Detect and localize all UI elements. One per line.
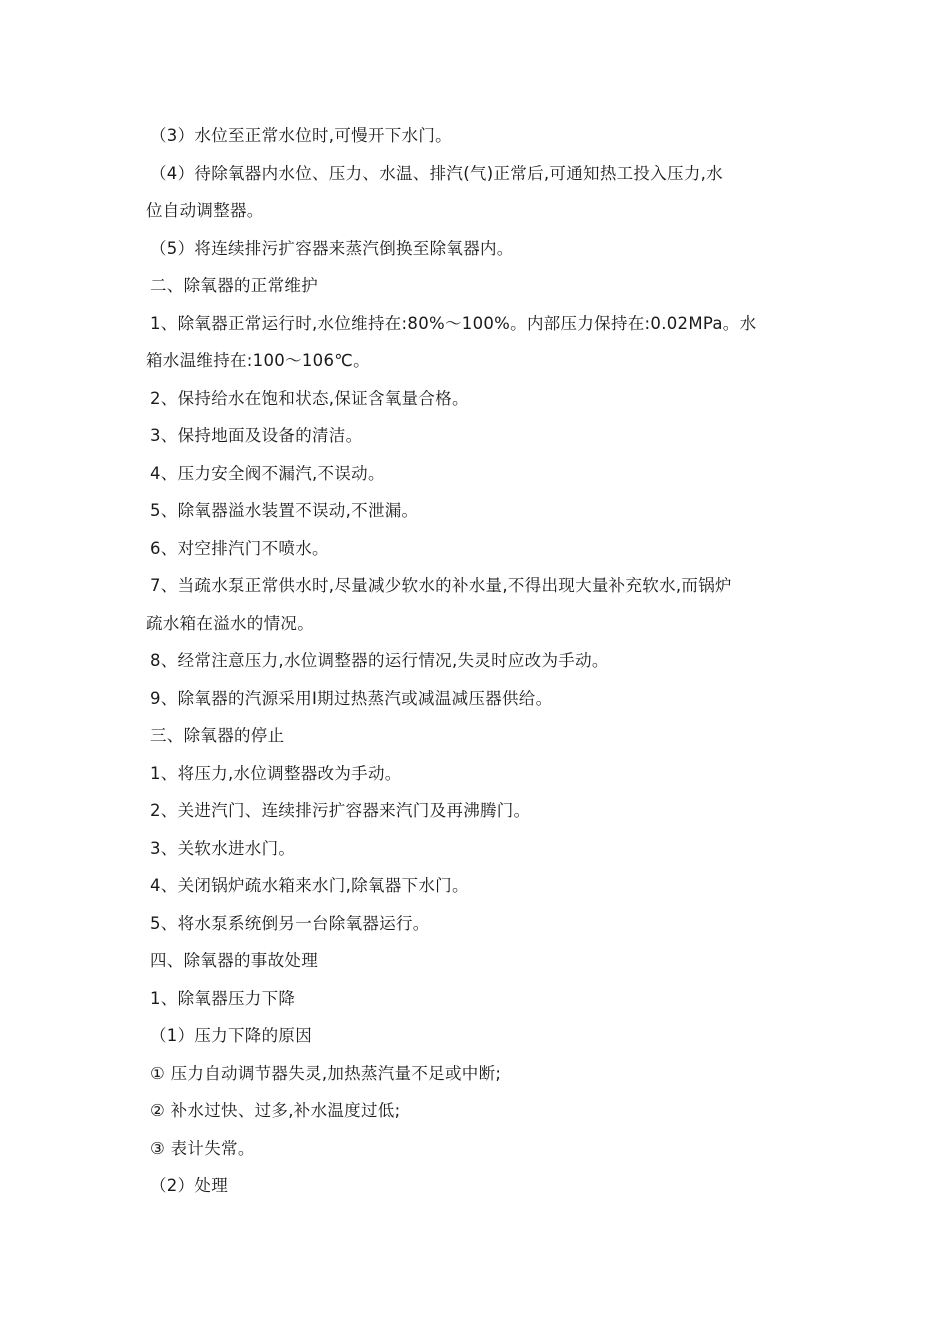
paragraph-line: 2、关进汽门、连续排污扩容器来汽门及再沸腾门。 [150, 801, 531, 820]
paragraph-line: （3）水位至正常水位时,可慢开下水门。 [150, 126, 452, 145]
paragraph-line: 7、当疏水泵正常供水时,尽量减少软水的补水量,不得出现大量补充软水,而锅炉 [150, 576, 732, 595]
paragraph-line: 4、关闭锅炉疏水箱来水门,除氧器下水门。 [150, 876, 469, 895]
paragraph-line: 9、除氧器的汽源采用Ⅰ期过热蒸汽或减温减压器供给。 [150, 688, 553, 708]
paragraph-line: 8、经常注意压力,水位调整器的运行情况,失灵时应改为手动。 [150, 651, 609, 670]
paragraph-line: （1）压力下降的原因 [150, 1026, 312, 1045]
list-item: ② 补水过快、过多,补水温度过低; [150, 1101, 401, 1120]
paragraph-line: 位自动调整器。 [146, 201, 264, 220]
paragraph-line: 1、除氧器正常运行时,水位维持在:80%～100%。内部压力保持在:0.02MPa。水 [150, 313, 757, 333]
paragraph-line: 1、将压力,水位调整器改为手动。 [150, 763, 402, 783]
paragraph-line: 5、除氧器溢水装置不误动,不泄漏。 [150, 501, 419, 520]
paragraph-line: 1、除氧器压力下降 [150, 988, 296, 1008]
section-heading: 四、除氧器的事故处理 [150, 951, 318, 970]
paragraph-line: （5）将连续排污扩容器来蒸汽倒换至除氧器内。 [150, 238, 514, 258]
paragraph-line: 3、关软水进水门。 [150, 838, 296, 858]
list-item: ③ 表计失常。 [150, 1138, 255, 1158]
list-item: ① 压力自动调节器失灵,加热蒸汽量不足或中断; [150, 1063, 502, 1083]
paragraph-line: 箱水温维持在:100～106℃。 [146, 351, 370, 370]
section-heading: 三、除氧器的停止 [150, 726, 285, 745]
paragraph-line: 4、压力安全阀不漏汽,不误动。 [150, 463, 385, 483]
paragraph-line: （2）处理 [150, 1176, 228, 1195]
paragraph-line: 疏水箱在溢水的情况。 [146, 613, 314, 633]
paragraph-line: 3、保持地面及设备的清洁。 [150, 426, 363, 445]
document-body [146, 117, 810, 1205]
paragraph-line: （4）待除氧器内水位、压力、水温、排汽(气)正常后,可通知热工投入压力,水 [150, 163, 723, 183]
paragraph-line: 6、对空排汽门不喷水。 [150, 538, 329, 558]
paragraph-line: 2、保持给水在饱和状态,保证含氧量合格。 [150, 388, 469, 408]
paragraph-line: 5、将水泵系统倒另一台除氧器运行。 [150, 913, 430, 933]
section-heading: 二、除氧器的正常维护 [150, 276, 318, 295]
